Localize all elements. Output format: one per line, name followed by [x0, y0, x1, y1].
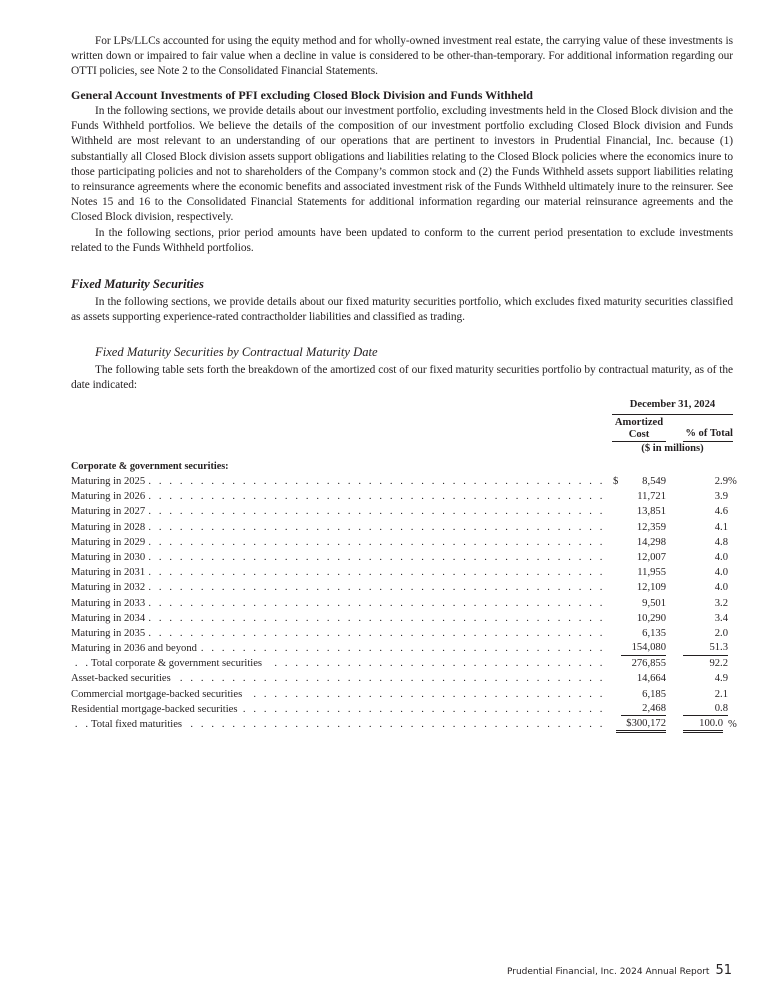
amount: 13,851: [636, 506, 666, 518]
percent: 4.1: [714, 521, 728, 533]
table-row: [71, 580, 733, 595]
amortized-cost-header-line1: Amortized: [614, 417, 664, 428]
row-label: Commercial mortgage-backed securities: [71, 689, 246, 700]
table-row: [71, 596, 733, 611]
group-label-corporate: Corporate & government securities:: [71, 461, 229, 472]
percent-total-header: % of Total: [683, 428, 733, 442]
row-label: Maturing in 2029: [71, 537, 149, 548]
percent: 51.3: [683, 641, 728, 656]
amount: 9,501: [642, 597, 666, 609]
fixed-maturity-heading: Fixed Maturity Securities: [71, 277, 204, 291]
general-account-paragraph-1: In the following sections, we provide details about our investment portfolio, excluding investments held in the Closed Block division and the Funds Withheld portfolios. We believe the details of the composition of our investment portfolio excluding Closed Block division and Funds Withheld are most relevant to an understanding of our operations that are pertinent to investors in Prudential Financial, Inc. because (1) substantially all Closed Block division assets support obligations and liabilities relating to the Closed Block policies where the economics inure to those participating policies and not to shareholders of the Company’s common stock and (2) the Funds Withheld assets support liabilities relating to reinsurance agreements where the economic benefits and associated investment risk of the Funds Withheld ultimately inure to the reinsurer. See Notes 15 and 16 to the Consolidated Financial Statements for additional information regarding our material reinsurance agreements and the Closed Block division, respectively.: [71, 105, 733, 224]
dollar-sign: $: [613, 476, 619, 487]
percent: 4.6: [714, 506, 728, 518]
general-account-heading: General Account Investments of PFI excluding Closed Block Division and Funds Withheld: [71, 88, 533, 102]
row-label: Maturing in 2033: [71, 598, 149, 609]
row-label: Maturing in 2036 and beyond: [71, 643, 201, 654]
amount: 12,109: [636, 582, 666, 594]
row-label: Total fixed maturities: [91, 719, 186, 730]
percent: 2.0: [714, 627, 728, 639]
amount: 12,359: [636, 521, 666, 533]
row-label: Maturing in 2026: [71, 491, 149, 502]
row-label: Maturing in 2035: [71, 628, 149, 639]
table-row: [71, 565, 733, 580]
table-row: [71, 474, 737, 489]
amount: 14,664: [636, 673, 666, 685]
amount: 6,185: [642, 688, 666, 700]
amount: 11,955: [637, 567, 666, 579]
table-row-total: [71, 717, 737, 732]
table-row: [71, 641, 733, 656]
general-account-paragraph-2: In the following sections, prior period amounts have been updated to conform to the current period presentation to exclude investments related to the Funds Withheld portfolios.: [71, 227, 733, 255]
row-label: Residential mortgage-backed securities: [71, 704, 242, 715]
percent: 3.4: [714, 612, 728, 624]
page-number: 51: [715, 963, 732, 978]
row-label: Total corporate & government securities: [91, 658, 266, 669]
table-row: [71, 702, 733, 717]
contractual-maturity-heading: Fixed Maturity Securities by Contractual Maturity Date: [95, 345, 378, 359]
amount: 154,080: [621, 641, 666, 656]
row-label: Asset-backed securities: [71, 673, 175, 684]
amount: 14,298: [636, 536, 666, 548]
percent: 4.0: [714, 582, 728, 594]
table-row: [71, 687, 733, 702]
table-row: [71, 671, 733, 686]
maturity-table: [71, 398, 737, 732]
row-label: Maturing in 2031: [71, 567, 149, 578]
amount: 276,855: [631, 658, 666, 670]
row-label: Maturing in 2034: [71, 613, 149, 624]
percent: 92.2: [709, 658, 728, 670]
row-label: Maturing in 2032: [71, 582, 149, 593]
table-row: [71, 611, 733, 626]
page-footer: [507, 963, 732, 978]
row-label: Maturing in 2025: [71, 476, 149, 487]
units-label: ($ in millions): [641, 443, 704, 454]
row-label: Maturing in 2027: [71, 506, 149, 517]
otti-paragraph: For LPs/LLCs accounted for using the equity method and for wholly-owned investment real estate, the carrying value of these investments is written down or impaired to fair value when a decline in value is considered to be other-than-temporary. For additional information regarding our OTTI policies, see Note 2 to the Consolidated Financial Statements.: [71, 35, 733, 78]
percent: 2.1: [714, 688, 728, 700]
percent-sign: %: [728, 476, 737, 487]
percent: 2.9: [714, 476, 728, 487]
percent: 3.2: [714, 597, 728, 609]
row-label: Maturing in 2030: [71, 552, 149, 563]
table-row: [71, 626, 733, 641]
amortized-cost-header: [612, 417, 666, 442]
row-label: Maturing in 2028: [71, 522, 149, 533]
table-row: [71, 550, 733, 565]
amount: 11,721: [637, 491, 666, 503]
table-row: [71, 489, 733, 504]
table-row: [71, 520, 733, 535]
table-row-subtotal: [71, 656, 733, 671]
percent: 3.9: [714, 491, 728, 503]
table-header: [71, 398, 733, 458]
percent: 4.0: [714, 567, 728, 579]
amount: 12,007: [636, 551, 666, 563]
amount: 8,549: [642, 476, 666, 487]
amount: $300,172: [616, 717, 666, 733]
contractual-maturity-paragraph: The following table sets forth the breakdown of the amortized cost of our fixed maturity securities portfolio by contractual maturity, as of the date indicated:: [71, 364, 733, 392]
percent: 4.9: [714, 673, 728, 685]
amount: 2,468: [621, 702, 666, 717]
percent: 4.8: [714, 536, 728, 548]
percent: 4.0: [714, 551, 728, 563]
amortized-cost-header-line2: Cost: [628, 428, 650, 440]
report-title: Prudential Financial, Inc. 2024 Annual Report: [507, 967, 710, 977]
table-row: [71, 504, 733, 519]
percent: 100.0: [683, 717, 723, 733]
amount: 6,135: [642, 627, 666, 639]
amount: 10,290: [636, 612, 666, 624]
fixed-maturity-paragraph: In the following sections, we provide details about our fixed maturity securities portfolio, which excludes fixed maturity securities classified as assets supporting experience-rated contractholder liabilities and classified as trading.: [71, 296, 733, 324]
percent: 0.8: [683, 702, 728, 717]
date-header: December 31, 2024: [612, 398, 733, 415]
percent-sign: %: [728, 719, 737, 730]
table-row: [71, 535, 733, 550]
